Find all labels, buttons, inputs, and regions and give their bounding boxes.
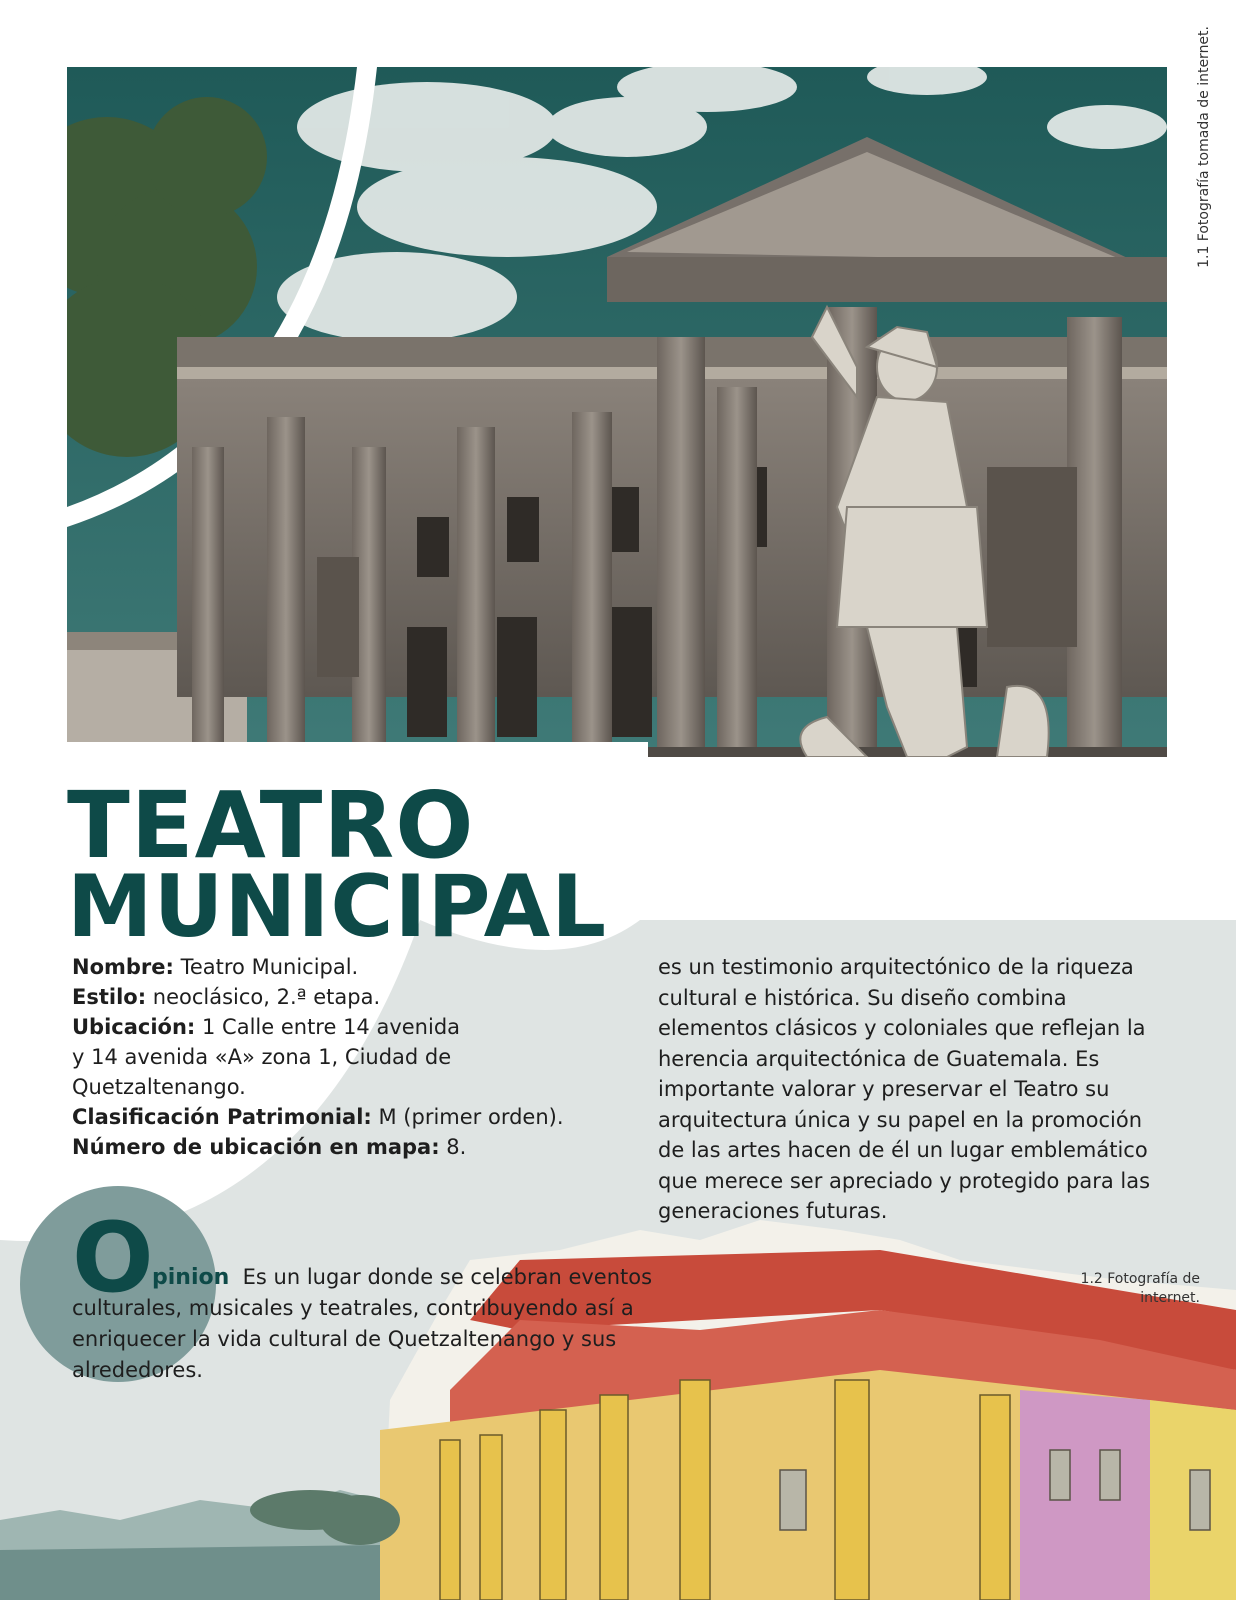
info-list bbox=[72, 952, 642, 1162]
page-title-line-2: MUNICIPAL bbox=[67, 857, 607, 957]
drawing-caption-line-2: internet. bbox=[1140, 1290, 1200, 1306]
info-label: Estilo: bbox=[72, 985, 147, 1009]
theatre-photo bbox=[67, 67, 1167, 757]
drawing-caption bbox=[1020, 1270, 1200, 1308]
info-value: 1 Calle entre 14 avenida y 14 avenida «A» zona 1, Ciudad de Quetzaltenango. bbox=[72, 1015, 461, 1099]
page-title-line-1: TEATRO bbox=[67, 772, 475, 879]
info-value: neoclásico, 2.ª etapa. bbox=[146, 985, 381, 1009]
info-label: Número de ubicación en mapa: bbox=[72, 1135, 440, 1159]
info-item-ubicacion bbox=[72, 1012, 472, 1102]
info-label: Ubicación: bbox=[72, 1015, 196, 1039]
info-label: Nombre: bbox=[72, 955, 174, 979]
photo-caption: 1.1 Fotografía tomada de internet. bbox=[1196, 26, 1212, 268]
info-value: Teatro Municipal. bbox=[173, 955, 359, 979]
drawing-caption-line-1: 1.2 Fotografía de bbox=[1080, 1271, 1200, 1287]
description bbox=[658, 952, 1158, 1227]
opinion-word: pinion bbox=[152, 1265, 230, 1290]
info-label: Clasificación Patrimonial: bbox=[72, 1105, 372, 1129]
opinion-initial: O bbox=[72, 1202, 154, 1314]
opinion-paragraph bbox=[72, 1262, 712, 1386]
info-item-nombre bbox=[72, 952, 642, 982]
info-item-estilo bbox=[72, 982, 642, 1012]
info-item-clasificacion bbox=[72, 1102, 642, 1132]
info-item-numero bbox=[72, 1132, 642, 1162]
description-text: es un testimonio arquitectónico de la riqueza cultural e histórica. Su diseño combina elementos clásicos y coloniales que reflejan la herencia arquitectónica de Guatemala. Es importante valorar y preservar el Teatro su arquitectura única y su papel en la promoción de las artes hacen de él un lugar emblemático que merece ser apreciado y protegido para las generaciones futuras. bbox=[658, 955, 1151, 1223]
info-value: 8. bbox=[439, 1135, 467, 1159]
info-value: M (primer orden). bbox=[371, 1105, 564, 1129]
opinion-text: Es un lugar donde se celebran eventos culturales, musicales y teatrales, contribuyendo así a enriquecer la vida cultural de Quetzaltenango y sus alrededores. bbox=[72, 1265, 653, 1382]
